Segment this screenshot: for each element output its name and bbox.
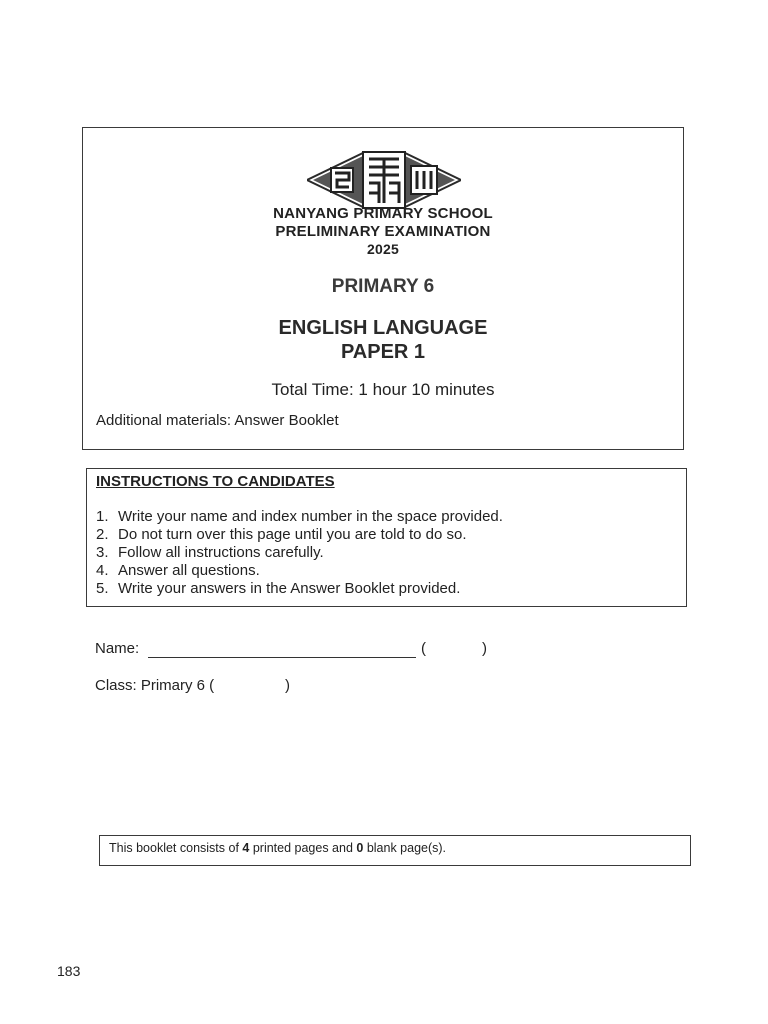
exam-name: PRELIMINARY EXAMINATION: [275, 223, 491, 240]
instruction-number: 2.: [96, 526, 109, 543]
instructions-box: [86, 468, 687, 607]
exam-year: 2025: [367, 241, 399, 257]
class-close-paren: ): [285, 677, 290, 694]
note-suffix: blank page(s).: [363, 841, 447, 855]
page-number: 183: [57, 963, 81, 979]
instruction-item: [96, 508, 503, 526]
school-name: NANYANG PRIMARY SCHOOL: [273, 205, 493, 222]
note-prefix: This booklet consists of: [109, 841, 243, 855]
blank-page-count: 0: [356, 841, 364, 855]
instruction-text: Follow all instructions carefully.: [118, 544, 324, 561]
booklet-page-count-note: [99, 835, 691, 866]
instruction-text: Write your answers in the Answer Booklet provided.: [118, 580, 461, 597]
instruction-item: [96, 526, 503, 544]
exam-header-box: [82, 127, 684, 450]
instruction-text: Write your name and index number in the space provided.: [118, 508, 503, 525]
name-label: Name:: [95, 640, 140, 657]
instructions-list: [96, 508, 503, 598]
instruction-item: [96, 580, 503, 598]
additional-materials: Additional materials: Answer Booklet: [96, 412, 339, 429]
instruction-number: 1.: [96, 508, 109, 525]
instruction-number: 3.: [96, 544, 109, 561]
name-blank-line: [148, 657, 416, 658]
index-open-paren: (: [421, 640, 426, 657]
class-label: Class: Primary 6 (: [95, 677, 215, 694]
instruction-text: Do not turn over this page until you are told to do so.: [118, 526, 467, 543]
total-time: Total Time: 1 hour 10 minutes: [271, 380, 495, 399]
instruction-item: [96, 562, 503, 580]
note-middle: printed pages and: [249, 841, 357, 855]
index-close-paren: ): [482, 640, 487, 657]
printed-page-count: 4: [242, 841, 250, 855]
subject-title: ENGLISH LANGUAGE: [278, 317, 488, 339]
instruction-number: 4.: [96, 562, 109, 579]
paper-title: PAPER 1: [340, 341, 426, 363]
instruction-item: [96, 544, 503, 562]
level-title: PRIMARY 6: [331, 276, 435, 297]
instruction-number: 5.: [96, 580, 109, 597]
school-crest-logo: [307, 146, 461, 210]
instruction-text: Answer all questions.: [118, 562, 260, 579]
instructions-heading: INSTRUCTIONS TO CANDIDATES: [96, 473, 335, 490]
